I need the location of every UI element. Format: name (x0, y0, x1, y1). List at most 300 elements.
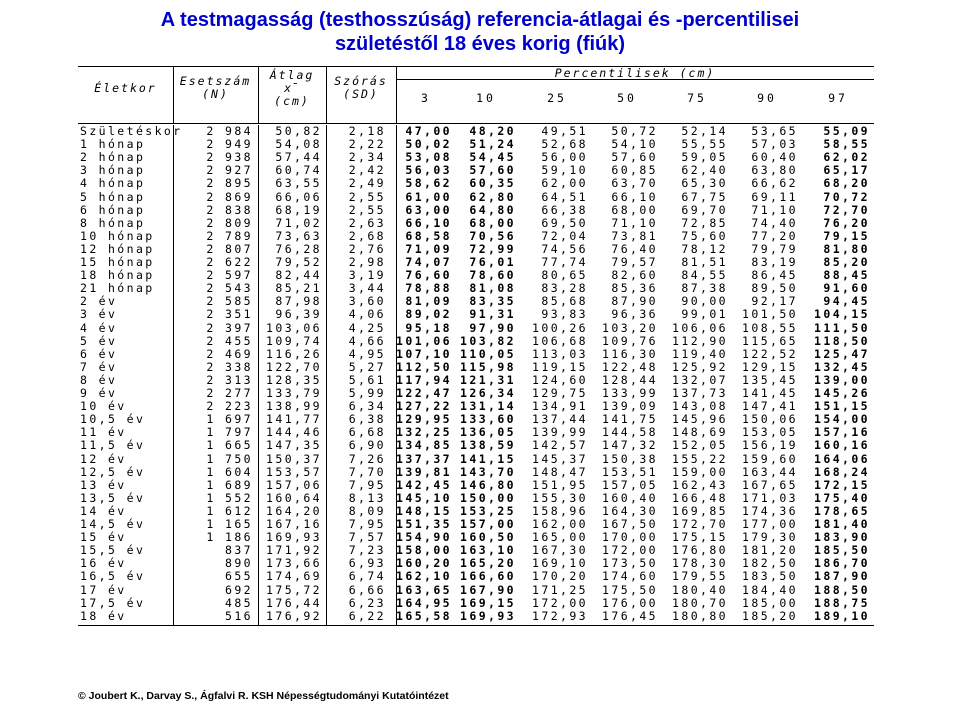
cell-sd: 5,99 (348, 386, 386, 400)
cell-p50: 76,40 (611, 241, 658, 256)
header-count-line-1: Esetszám (179, 74, 252, 88)
cell-p10: 121,31 (460, 372, 516, 387)
cell-p10: 133,60 (460, 412, 516, 427)
cell-p25: 64,51 (541, 189, 588, 204)
cell-p97: 62,02 (823, 150, 870, 165)
header-sd-line-2: (SD) (343, 87, 379, 101)
cell-p90: 177,00 (742, 517, 798, 531)
cell-p25: 148,47 (532, 464, 588, 479)
header-percentiles: Percentilisek (cm) (554, 66, 716, 80)
cell-p90: 150,06 (742, 412, 798, 427)
cell-p3: 78,88 (405, 281, 452, 296)
cell-p97: 85,20 (823, 255, 870, 269)
cell-p10: 150,00 (460, 490, 516, 505)
cell-mean: 82,44 (275, 268, 322, 283)
table-row (78, 492, 874, 505)
cell-mean: 169,93 (266, 530, 322, 545)
cell-age: 5 hónap (80, 189, 146, 204)
table-row (78, 177, 874, 190)
header-percentile-90: 90 (757, 91, 777, 105)
cell-sd: 6,66 (348, 582, 386, 597)
header-sd-line-1: Szórás (334, 74, 388, 88)
cell-p90: 167,65 (742, 477, 798, 492)
cell-p97: 189,10 (814, 608, 870, 623)
cell-mean: 116,26 (266, 346, 322, 361)
cell-sd: 7,26 (348, 451, 386, 466)
cell-age: 3 hónap (80, 163, 146, 178)
cell-count: 2 543 (206, 281, 253, 296)
cell-p25: 139,99 (532, 425, 588, 440)
cell-p10: 51,24 (469, 137, 516, 152)
cell-sd: 6,90 (348, 438, 386, 453)
cell-count: 2 455 (206, 333, 253, 348)
cell-p90: 92,17 (751, 294, 798, 309)
cell-sd: 2,18 (348, 124, 386, 138)
cell-sd: 2,98 (348, 255, 386, 269)
cell-p10: 166,60 (460, 569, 516, 584)
cell-p97: 139,00 (814, 372, 870, 387)
cell-p75: 75,60 (681, 228, 728, 243)
cell-p90: 141,45 (742, 386, 798, 400)
copyright-footer: © Joubert K., Darvay S., Ágfalvi R. KSH Népességtudományi Kutatóintézet (78, 690, 449, 702)
cell-age: 8 hónap (80, 215, 146, 230)
cell-p75: 78,12 (681, 241, 728, 256)
cell-sd: 8,13 (348, 490, 386, 505)
cell-p3: 142,45 (396, 477, 452, 492)
header-count-line-2: (N) (202, 87, 229, 101)
cell-sd: 6,74 (348, 569, 386, 584)
cell-p50: 63,70 (611, 176, 658, 191)
cell-p25: 129,75 (532, 386, 588, 400)
cell-count: 1 750 (206, 451, 253, 466)
cell-p75: 176,80 (672, 543, 728, 558)
cell-sd: 7,70 (348, 464, 386, 479)
cell-count: 2 277 (206, 386, 253, 400)
cell-p25: 124,60 (532, 372, 588, 387)
cell-p3: 74,07 (405, 255, 452, 269)
cell-p25: 80,65 (541, 268, 588, 283)
cell-sd: 4,66 (348, 333, 386, 348)
cell-mean: 85,21 (275, 281, 322, 296)
cell-p25: 77,74 (541, 255, 588, 269)
table-row (78, 230, 874, 243)
cell-count: 2 313 (206, 372, 253, 387)
cell-p10: 115,98 (460, 359, 516, 374)
cell-p90: 129,15 (742, 359, 798, 374)
cell-p90: 57,03 (751, 137, 798, 152)
cell-p97: 76,20 (823, 215, 870, 230)
cell-p90: 147,41 (742, 399, 798, 414)
table-row (78, 453, 874, 466)
header-percentile-97: 97 (828, 91, 848, 105)
cell-mean: 144,46 (266, 425, 322, 440)
cell-sd: 6,23 (348, 595, 386, 610)
cell-p3: 145,10 (396, 490, 452, 505)
cell-count: 2 938 (206, 150, 253, 165)
cell-p50: 71,10 (611, 215, 658, 230)
cell-p10: 165,20 (460, 556, 516, 571)
cell-sd: 3,19 (348, 268, 386, 283)
cell-p10: 97,90 (469, 320, 516, 335)
cell-mean: 57,44 (275, 150, 322, 165)
cell-age: 11 év (80, 425, 127, 440)
cell-age: Születéskor (80, 124, 183, 138)
cell-p97: 81,80 (823, 241, 870, 256)
cell-sd: 2,22 (348, 137, 386, 152)
cell-p90: 153,05 (742, 425, 798, 440)
cell-p97: 157,16 (814, 425, 870, 440)
cell-p90: 69,11 (751, 189, 798, 204)
table-row (78, 322, 874, 335)
cell-p25: 142,57 (532, 438, 588, 453)
cell-p50: 153,51 (602, 464, 658, 479)
cell-p97: 172,15 (814, 477, 870, 492)
cell-p50: 170,00 (602, 530, 658, 545)
cell-p90: 86,45 (751, 268, 798, 283)
cell-p50: 176,45 (602, 608, 658, 623)
cell-count: 655 (225, 569, 253, 584)
cell-p97: 118,50 (814, 333, 870, 348)
cell-count: 890 (225, 556, 253, 571)
cell-p50: 68,00 (611, 202, 658, 217)
cell-p90: 179,30 (742, 530, 798, 545)
cell-count: 2 809 (206, 215, 253, 230)
table-row (78, 204, 874, 217)
header-age: Életkor (94, 81, 157, 95)
cell-p97: 183,90 (814, 530, 870, 545)
cell-p50: 85,36 (611, 281, 658, 296)
cell-p25: 170,20 (532, 569, 588, 584)
cell-p25: 59,10 (541, 163, 588, 178)
cell-p50: 82,60 (611, 268, 658, 283)
cell-p3: 163,65 (396, 582, 452, 597)
cell-age: 10 év (80, 399, 127, 414)
cell-age: 10,5 év (80, 412, 146, 427)
header-percentile-3: 3 (421, 91, 431, 105)
cell-mean: 63,55 (275, 176, 322, 191)
cell-p97: 55,09 (823, 124, 870, 138)
cell-mean: 167,16 (266, 517, 322, 531)
cell-p25: 100,26 (532, 320, 588, 335)
cell-p50: 157,05 (602, 477, 658, 492)
cell-p25: 172,93 (532, 608, 588, 623)
cell-mean: 76,28 (275, 241, 322, 256)
cell-p50: 60,85 (611, 163, 658, 178)
cell-mean: 138,99 (266, 399, 322, 414)
cell-p97: 164,06 (814, 451, 870, 466)
cell-p97: 154,00 (814, 412, 870, 427)
cell-p90: 79,79 (751, 241, 798, 256)
cell-sd: 2,55 (348, 202, 386, 217)
cell-count: 2 838 (206, 202, 253, 217)
cell-p3: 81,09 (405, 294, 452, 309)
cell-p50: 50,72 (611, 124, 658, 138)
cell-mean: 160,64 (266, 490, 322, 505)
cell-count: 2 338 (206, 359, 253, 374)
cell-p3: 53,08 (405, 150, 452, 165)
cell-count: 2 223 (206, 399, 253, 414)
cell-p10: 76,01 (469, 255, 516, 269)
cell-p25: 85,68 (541, 294, 588, 309)
cell-p90: 171,03 (742, 490, 798, 505)
cell-sd: 5,27 (348, 359, 386, 374)
header-percentile-75: 75 (687, 91, 707, 105)
cell-age: 21 hónap (80, 281, 155, 296)
cell-age: 18 hónap (80, 268, 155, 283)
cell-sd: 7,57 (348, 530, 386, 545)
cell-count: 2 895 (206, 176, 253, 191)
table-row (78, 597, 874, 610)
cell-mean: 176,92 (266, 608, 322, 623)
cell-count: 2 469 (206, 346, 253, 361)
cell-p50: 73,81 (611, 228, 658, 243)
cell-age: 9 év (80, 386, 118, 400)
table-row (78, 361, 874, 374)
cell-sd: 2,76 (348, 241, 386, 256)
cell-p3: 129,95 (396, 412, 452, 427)
cell-p75: 143,08 (672, 399, 728, 414)
cell-p50: 150,38 (602, 451, 658, 466)
cell-mean: 171,92 (266, 543, 322, 558)
cell-p75: 52,14 (681, 124, 728, 138)
cell-p10: 48,20 (469, 124, 516, 138)
cell-p3: 164,95 (396, 595, 452, 610)
cell-p75: 162,43 (672, 477, 728, 492)
cell-sd: 4,25 (348, 320, 386, 335)
cell-count: 1 612 (206, 503, 253, 518)
cell-p3: 56,03 (405, 163, 452, 178)
cell-mean: 54,08 (275, 137, 322, 152)
cell-mean: 50,82 (275, 124, 322, 138)
cell-p10: 103,82 (460, 333, 516, 348)
cell-p75: 178,30 (672, 556, 728, 571)
cell-p50: 116,30 (602, 346, 658, 361)
cell-p50: 174,60 (602, 569, 658, 584)
cell-p90: 77,20 (751, 228, 798, 243)
cell-count: 1 797 (206, 425, 253, 440)
column-divider (326, 125, 327, 625)
cell-p97: 188,50 (814, 582, 870, 597)
cell-count: 2 927 (206, 163, 253, 178)
cell-sd: 6,68 (348, 425, 386, 440)
header-percentile-10: 10 (476, 91, 496, 105)
cell-p3: 122,47 (396, 386, 452, 400)
cell-p3: 68,58 (405, 228, 452, 243)
cell-sd: 2,63 (348, 215, 386, 230)
cell-count: 837 (225, 543, 253, 558)
header-count (173, 75, 258, 101)
cell-p10: 167,90 (460, 582, 516, 597)
cell-age: 10 hónap (80, 228, 155, 243)
cell-p97: 72,70 (823, 202, 870, 217)
cell-p50: 57,60 (611, 150, 658, 165)
cell-mean: 133,79 (266, 386, 322, 400)
cell-p10: 160,50 (460, 530, 516, 545)
cell-p50: 66,10 (611, 189, 658, 204)
table-row (78, 466, 874, 479)
cell-p90: 115,65 (742, 333, 798, 348)
cell-p50: 173,50 (602, 556, 658, 571)
cell-p75: 155,22 (672, 451, 728, 466)
cell-p10: 141,15 (460, 451, 516, 466)
cell-p25: 169,10 (532, 556, 588, 571)
cell-p75: 87,38 (681, 281, 728, 296)
cell-p25: 69,50 (541, 215, 588, 230)
table-row (78, 191, 874, 204)
cell-p25: 49,51 (541, 124, 588, 138)
cell-sd: 3,60 (348, 294, 386, 309)
cell-p75: 55,55 (681, 137, 728, 152)
table-row (78, 348, 874, 361)
cell-age: 3 év (80, 307, 118, 322)
cell-age: 15,5 év (80, 543, 146, 558)
cell-p3: 58,62 (405, 176, 452, 191)
cell-p3: 154,90 (396, 530, 452, 545)
cell-p3: 71,09 (405, 241, 452, 256)
header-sd (326, 75, 396, 101)
cell-p25: 93,83 (541, 307, 588, 322)
cell-sd: 7,95 (348, 477, 386, 492)
cell-p75: 90,00 (681, 294, 728, 309)
cell-age: 11,5 év (80, 438, 146, 453)
cell-mean: 60,74 (275, 163, 322, 178)
cell-p97: 185,50 (814, 543, 870, 558)
cell-p50: 103,20 (602, 320, 658, 335)
cell-p97: 151,15 (814, 399, 870, 414)
cell-p10: 54,45 (469, 150, 516, 165)
cell-p50: 54,10 (611, 137, 658, 152)
cell-age: 2 év (80, 294, 118, 309)
cell-age: 6 hónap (80, 202, 146, 217)
cell-p25: 72,04 (541, 228, 588, 243)
cell-p90: 63,80 (751, 163, 798, 178)
header-mean (258, 69, 326, 108)
cell-age: 8 év (80, 372, 118, 387)
cell-p50: 144,58 (602, 425, 658, 440)
cell-p25: 145,37 (532, 451, 588, 466)
cell-p3: 137,37 (396, 451, 452, 466)
cell-p50: 147,32 (602, 438, 658, 453)
header-mean-line-1: Átlag (269, 68, 315, 82)
cell-p3: 117,94 (396, 372, 452, 387)
table-bottom-rule (78, 625, 874, 626)
cell-p75: 119,40 (672, 346, 728, 361)
cell-mean: 73,63 (275, 228, 322, 243)
cell-p50: 167,50 (602, 517, 658, 531)
cell-p10: 68,00 (469, 215, 516, 230)
cell-p10: 78,60 (469, 268, 516, 283)
table-row (78, 439, 874, 452)
cell-p25: 165,00 (532, 530, 588, 545)
cell-count: 1 165 (206, 517, 253, 531)
cell-mean: 175,72 (266, 582, 322, 597)
cell-p75: 125,92 (672, 359, 728, 374)
cell-p10: 110,05 (460, 346, 516, 361)
cell-p90: 71,10 (751, 202, 798, 217)
cell-p90: 53,65 (751, 124, 798, 138)
cell-p90: 66,62 (751, 176, 798, 191)
cell-mean: 176,44 (266, 595, 322, 610)
cell-p25: 56,00 (541, 150, 588, 165)
page-title (0, 8, 960, 56)
cell-p50: 87,90 (611, 294, 658, 309)
cell-sd: 6,22 (348, 608, 386, 623)
cell-p50: 172,00 (602, 543, 658, 558)
cell-sd: 2,34 (348, 150, 386, 165)
cell-p50: 109,76 (602, 333, 658, 348)
cell-p25: 171,25 (532, 582, 588, 597)
cell-p75: 145,96 (672, 412, 728, 427)
cell-mean: 71,02 (275, 215, 322, 230)
cell-sd: 3,44 (348, 281, 386, 296)
cell-p90: 181,20 (742, 543, 798, 558)
cell-p25: 162,00 (532, 517, 588, 531)
cell-p10: 138,59 (460, 438, 516, 453)
cell-p25: 158,96 (532, 503, 588, 518)
cell-age: 14 év (80, 503, 127, 518)
cell-p90: 89,50 (751, 281, 798, 296)
cell-p90: 156,19 (742, 438, 798, 453)
cell-sd: 7,23 (348, 543, 386, 558)
cell-p3: 162,10 (396, 569, 452, 584)
cell-count: 1 697 (206, 412, 253, 427)
cell-p97: 178,65 (814, 503, 870, 518)
column-divider (173, 125, 174, 625)
table-row (78, 479, 874, 492)
cell-p97: 91,60 (823, 281, 870, 296)
column-divider (396, 125, 397, 625)
cell-p97: 79,15 (823, 228, 870, 243)
cell-p3: 148,15 (396, 503, 452, 518)
cell-count: 2 585 (206, 294, 253, 309)
cell-p10: 126,34 (460, 386, 516, 400)
header-percentile-25: 25 (547, 91, 567, 105)
cell-age: 13,5 év (80, 490, 146, 505)
cell-p3: 76,60 (405, 268, 452, 283)
cell-p90: 185,00 (742, 595, 798, 610)
cell-p75: 84,55 (681, 268, 728, 283)
cell-p3: 61,00 (405, 189, 452, 204)
cell-age: 13 év (80, 477, 127, 492)
cell-p90: 101,50 (742, 307, 798, 322)
cell-p10: 131,14 (460, 399, 516, 414)
cell-p10: 136,05 (460, 425, 516, 440)
cell-p97: 111,50 (814, 320, 870, 335)
cell-mean: 103,06 (266, 320, 322, 335)
table-row (78, 610, 874, 623)
cell-p75: 67,75 (681, 189, 728, 204)
title-line-2: születéstől 18 éves korig (fiúk) (334, 33, 626, 55)
cell-p97: 175,40 (814, 490, 870, 505)
cell-p97: 58,55 (823, 137, 870, 152)
cell-p97: 104,15 (814, 307, 870, 322)
cell-p75: 59,05 (681, 150, 728, 165)
cell-p75: 132,07 (672, 372, 728, 387)
cell-p75: 180,80 (672, 608, 728, 623)
title-line-1: A testmagasság (testhosszúság) referencia-átlagai és -percentilisei (160, 9, 800, 31)
cell-p75: 179,55 (672, 569, 728, 584)
cell-p10: 169,15 (460, 595, 516, 610)
cell-p50: 164,30 (602, 503, 658, 518)
cell-p90: 183,50 (742, 569, 798, 584)
cell-p75: 65,30 (681, 176, 728, 191)
cell-p10: 157,00 (460, 517, 516, 531)
cell-p3: 139,81 (396, 464, 452, 479)
cell-p75: 152,05 (672, 438, 728, 453)
cell-p90: 74,40 (751, 215, 798, 230)
cell-p90: 135,45 (742, 372, 798, 387)
cell-mean: 122,70 (266, 359, 322, 374)
